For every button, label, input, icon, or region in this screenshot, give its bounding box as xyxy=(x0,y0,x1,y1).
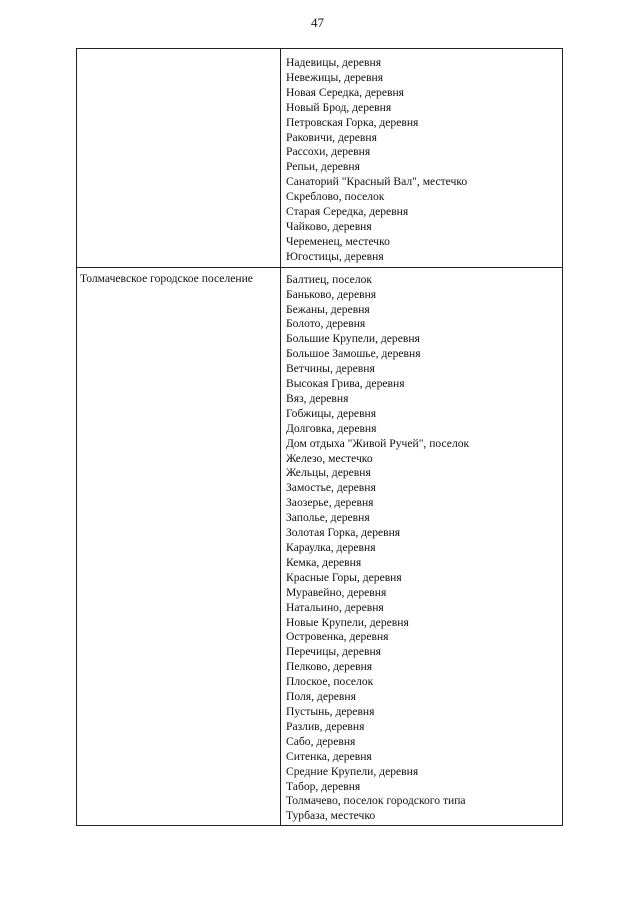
settlement-name: Толмачевское городское поселение xyxy=(80,271,253,285)
list-item: Новые Крупели, деревня xyxy=(286,615,409,629)
list-item: Ветчины, деревня xyxy=(286,362,375,376)
list-item: Старая Середка, деревня xyxy=(286,205,409,219)
list-item: Бежаны, деревня xyxy=(286,302,370,316)
list-item: Заозерье, деревня xyxy=(286,496,374,510)
list-item: Муравейно, деревня xyxy=(286,585,387,599)
list-item: Толмачево, поселок городского типа xyxy=(286,794,466,808)
list-item: Невежицы, деревня xyxy=(286,70,384,84)
localities-list xyxy=(281,268,562,826)
settlements-table xyxy=(76,48,563,826)
list-item: Островенка, деревня xyxy=(286,630,389,644)
list-item: Ситенка, деревня xyxy=(286,749,372,763)
list-item: Балтиец, поселок xyxy=(286,272,373,286)
list-item: Вяз, деревня xyxy=(286,391,349,405)
list-item: Рассохи, деревня xyxy=(286,145,371,159)
settlement-name-cell xyxy=(77,49,281,268)
list-item: Дом отдыха "Живой Ручей", поселок xyxy=(286,436,470,450)
list-item: Пелково, деревня xyxy=(286,660,373,674)
list-item: Болото, деревня xyxy=(286,317,366,331)
list-item: Репьи, деревня xyxy=(286,160,360,174)
list-item: Натальино, деревня xyxy=(286,600,384,614)
list-item: Большие Крупели, деревня xyxy=(286,332,420,346)
list-item: Разлив, деревня xyxy=(286,719,365,733)
page-number: 47 xyxy=(311,15,324,30)
localities-cell xyxy=(281,49,563,268)
list-item: Новый Брод, деревня xyxy=(286,100,392,114)
list-item: Турбаза, местечко xyxy=(286,809,376,823)
list-item: Долговка, деревня xyxy=(286,421,377,435)
settlement-name xyxy=(77,49,280,52)
table-row xyxy=(77,267,563,826)
list-item: Сабо, деревня xyxy=(286,734,356,748)
table-row xyxy=(77,49,563,268)
list-item: Санаторий "Красный Вал", местечко xyxy=(286,175,468,189)
localities-list xyxy=(281,49,562,267)
localities-cell xyxy=(281,267,563,826)
list-item: Железо, местечко xyxy=(286,451,373,465)
list-item: Красные Горы, деревня xyxy=(286,570,402,584)
list-item: Большое Замошье, деревня xyxy=(286,347,421,361)
list-item: Жельцы, деревня xyxy=(286,466,371,480)
list-item: Поля, деревня xyxy=(286,690,356,704)
list-item: Новая Середка, деревня xyxy=(286,85,404,99)
list-item: Скреблово, поселок xyxy=(286,190,385,204)
list-item: Чайково, деревня xyxy=(286,219,372,233)
list-item: Перечицы, деревня xyxy=(286,645,381,659)
list-item: Замостье, деревня xyxy=(286,481,376,495)
list-item: Надевицы, деревня xyxy=(286,56,382,69)
list-item: Заполье, деревня xyxy=(286,511,370,525)
list-item: Гобжицы, деревня xyxy=(286,406,377,420)
list-item: Петровская Горка, деревня xyxy=(286,115,419,129)
list-item: Кемка, деревня xyxy=(286,555,362,569)
list-item: Караулка, деревня xyxy=(286,541,376,554)
list-item: Золотая Горка, деревня xyxy=(286,526,401,540)
list-item: Баньково, деревня xyxy=(286,287,377,301)
settlement-name-cell xyxy=(77,267,281,826)
list-item: Череменец, местечко xyxy=(286,234,390,248)
list-item: Высокая Грива, деревня xyxy=(286,377,405,391)
list-item: Плоское, поселок xyxy=(286,675,374,689)
list-item: Пустынь, деревня xyxy=(286,704,375,718)
list-item: Раковичи, деревня xyxy=(286,130,377,144)
list-item: Югостицы, деревня xyxy=(286,249,384,263)
list-item: Средние Крупели, деревня xyxy=(286,764,419,778)
list-item: Табор, деревня xyxy=(286,779,361,793)
